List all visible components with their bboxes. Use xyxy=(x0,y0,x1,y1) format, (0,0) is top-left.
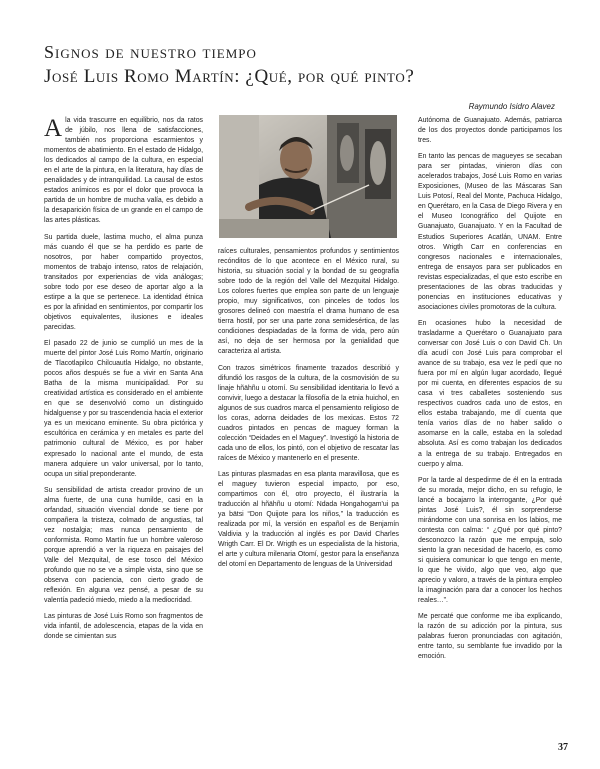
article-column-1 xyxy=(44,116,203,648)
paragraph: En tanto las pencas de magueyes se secaban para ser pintadas, vinieron días con acelerados trabajos, José Luis Romo en varias Exposiciones, (Museo de las Máscaras San Luis Potosí, Real del Monte, Pachuca Hidalgo, en Querétaro, en la Casa de Diego Rivera y en el Museo Iconográfico del Quijote en Guanajuato, Guanajuato. Y en la Facultad de Estudios Superiores Acatlán, UNAM. Entre otros. Wrigth Carr en conferencias en congresos nacionales e internacionales, entrega de ensayos para ser publicados en revistas especializadas, el que esto escribe en presentaciones de las obras traducidas y ponencias en instituciones educativas y asociaciones civiles promotoras de la cultura. xyxy=(418,153,562,311)
section-heading: Signos de nuestro tiempo xyxy=(44,42,257,62)
article-column-3 xyxy=(418,116,562,668)
paragraph: En ocasiones hubo la necesidad de trasladarme a Querétaro o Guanajuato para conversar con José Luis o con David Ch. Un día acudí con José Luis para comprobar el avance de su trabajo, esa vez le pedí que no fuera por mí en algún lugar acordado, llegué por mi cuenta, en diferentes espacios de su casa vi tres caballetes sosteniendo sus respectivos cuadros cada uno de estos, en ellos estaba trabajando, me dí cuenta que tenía varios días de no haber salido o asomarse en la calle, estaba en la soledad absoluta. Así es como trabajan los dedicados a la entrega de su trabajo. Entregados en cuerpo y alma. xyxy=(418,319,562,468)
paragraph: Con trazos simétricos finamente trazados describió y difundió los rasgos de la cultura, de la cosmovisión de su linaje hñähñu u otomí. Su sensibilidad identitaria lo llevó a convivir, luego a destacar la filosofía de la etnia huichol, en algunos de sus cuadros marca el pensamiento religioso de los coras, adorna deidades de los mexicas. Estos 72 cuadros pintados en pencas de maguey forman la colección “Deidades en el Maguey”. Investigó la historia de cada uno de ellos, los pintó, con el objetivo de rescatar las raíces de México y mantenerlo en el presente. xyxy=(218,364,399,462)
paragraph: raíces culturales, pensamientos profundos y sentimientos recónditos de lo que acontece en el México rural, su historia, su situación social y la bondad de su geografía sobre todo de la región del Valle del Mezquital Hidalgo. Los colores fuertes que emplea son parte de un lenguaje propio, muy significativos, con pinceles de todos los grosores delineó con maestría el drama humano de esa tierra hostil, por ser una parte zona semidesértica, de las condiciones despiadadas de la forma de vida, pero aún así, no deja de ser hermosa por la genialidad que caracteriza al artista. xyxy=(218,248,399,356)
article-title: José Luis Romo Martín: ¿Qué, por qué pinto? xyxy=(44,66,415,87)
paragraph: El pasado 22 de junio se cumplió un mes de la muerte del pintor José Luis Romo Martín, originario de Tlacotlapilco Chilcuautla Hidalgo, no obstante, pocos años después se fue a vivir en Santa Ana Batha de la misma municipalidad. Por su creatividad artística es considerado en el ambiente en que se desenvolvió como un distinguido hidalguense y por su trascendencia hacia el exterior ya es un mexicano eminente. Su obra pictórica y escultórica en cerámica y en metales es parte del patrimonio cultural de México, es por haber expresado lo nacional ante el mundo, de esta manera adquiere un valor universal, por lo tanto, ocupa un sitial preponderante. xyxy=(44,339,203,478)
paragraph-text: la vida trascurre en equilibrio, nos da ratos de júbilo, nos llena de satisfacciones, también nos proporciona escarmientos y momentos de abatimiento. En el estado de Hidalgo, los dedicados al campo de la cultura, en especial en el arte de la pintura, en la literatura, hay días de penalidades y de intranquilidad. La causal de estos estados anímicos es por el dolor que provoca la partida de un hombre de mucha valía, es debido a la desaparición física de un grande en el campo de las artes plásticas. xyxy=(44,117,203,225)
paragraph: Su partida duele, lastima mucho, el alma punza más cuando él que se ha perdido es parte de nosotros, por haber compartido proyectos, momentos de trabajo intenso, ratos de relajación, transitados por experiencias de vida análogas; sobre todo por ese deseo de aportar algo a la estirpe a la que se pertenece. La identidad étnica es por la afinidad en sentimientos, por compartir los objetivos equivalentes, ilusiones e ideales parecidas. xyxy=(44,233,203,331)
artist-painting-image xyxy=(219,115,397,238)
paragraph: Me percaté que conforme me iba explicando, la razón de su adicción por la pintura, sus palabras fueron pronunciadas con agitación, entre tanto, su semblante fue invadido por la emoción. xyxy=(418,613,562,661)
paragraph: Las pinturas de José Luis Romo son fragmentos de vida infantil, de adolescencia, etapas de la vida en donde se cimientan sus xyxy=(44,613,203,641)
paragraph xyxy=(44,116,203,227)
drop-cap: A xyxy=(44,115,63,142)
author-byline: Raymundo Isidro Alavez xyxy=(468,102,555,111)
paragraph: Las pinturas plasmadas en esa planta maravillosa, que es el maguey tuvieron especial impacto, por eso, compartimos con él, otro proyecto, él ilustraría la traducción al hñähñu u otomí: Ndada Hongahogam'ui pa ya bätsi “Don Quijote para los niños,” la traducción es realizada por mí, la versión en español es de Benjamín Valdivia y la traducción al inglés es por David Charles Wrigth Carr. El Dr. Wrigth es un especialista de la historia, el arte y cultura milenaria Otomí, gestor para la enseñanza del otomí en Departamento de lenguas de la Universidad xyxy=(218,470,399,569)
paragraph: Su sensibilidad de artista creador provino de un alma fuerte, de una cuna humilde, casi en la orfandad, situación vivencial donde se tiene por compañera la tristeza, colmado de angustias, tal vez nostalgia; mas nunca pensamiento de conformista. Romo Martín fue un hombre valeroso porque aprendió a ver la riqueza en paisajes del Valle del Mezquital, de ese tosco del México profundo que no se ve a simple vista, sino que se observa con paciencia, con cierto grado de reflexión. En alguna vez pensé, a pesar de su valentía padeció miedo, miedo a la mediocridad. xyxy=(44,486,203,605)
paragraph: Autónoma de Guanajuato. Además, patriarca de los dos proyectos donde participamos los tres. xyxy=(418,117,562,145)
paragraph: Por la tarde al despedirme de él en la entrada de su morada, mejor dicho, en su refugio, le lancé a bocajarro la interrogante, ¿Por qué pintas José Luis?, él sin sorprenderse mirándome con una sonrisa en los labios, me contesta con calma: “ ¿Qué por qué pinto? desconozco la razón que me empuja, solo siento la gran necesidad de hacerlo, es como si quisiera comunicar lo que tengo en mente, lo que he vivido, algo que veo, algo que aprecio y valoro, a través de la pintura empleo la imaginación para dar a conocer los hechos reales…”. xyxy=(418,476,562,605)
artist-photo xyxy=(219,115,397,238)
page-number: 37 xyxy=(558,742,568,753)
article-column-2 xyxy=(218,247,399,576)
